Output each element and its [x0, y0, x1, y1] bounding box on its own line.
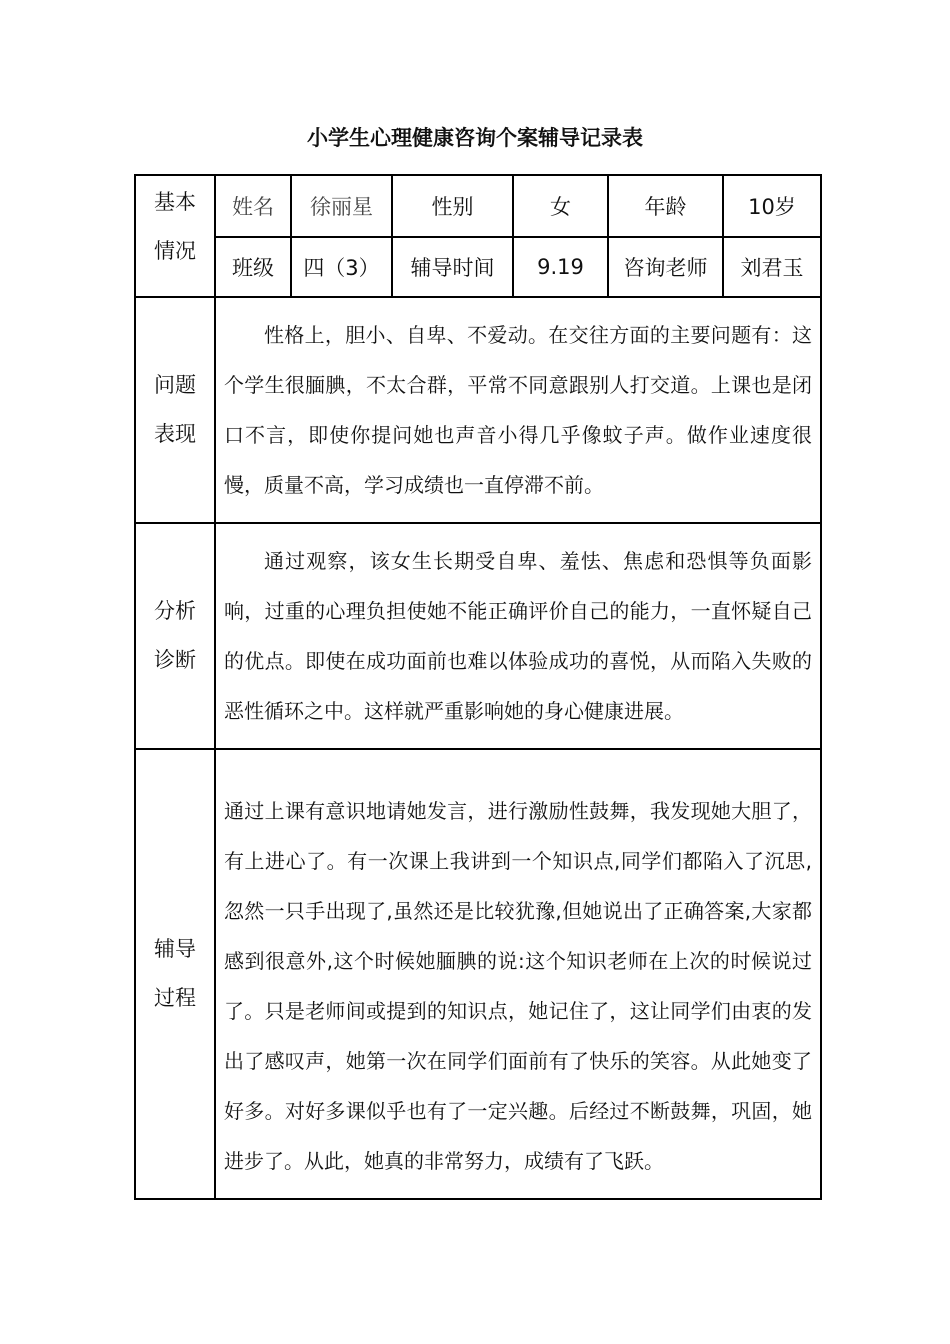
teacher-value: 刘君玉: [723, 237, 821, 297]
page-title: 小学生心理健康咨询个案辅导记录表: [307, 126, 643, 150]
basic-row-1: [135, 175, 821, 237]
age-value: 10岁: [723, 175, 821, 237]
problem-row: [135, 297, 821, 523]
process-text: 通过上课有意识地请她发言，进行激励性鼓舞，我发现她大胆了，有上进心了。有一次课上我讲到一个知识点,同学们都陷入了沉思,忽然一只手出现了,虽然还是比较犹豫,但她说出了正确答案,大家都感到很意外,这个时候她腼腆的说:这个知识老师在上次的时候说过了。只是老师间或提到的知识点，她记住了，这让同学们由衷的发出了感叹声，她第一次在同学们面前有了快乐的笑容。从此她变了好多。对好多课似乎也有了一定兴趣。后经过不断鼓舞，巩固，她进步了。从此，她真的非常努力，成绩有了飞跃。: [224, 799, 812, 1173]
process-label-line-1: 辅导: [154, 937, 196, 961]
name-value: 徐丽星: [291, 175, 392, 237]
analysis-text: 通过观察，该女生长期受自卑、羞怯、焦虑和恐惧等负面影响，过重的心理负担使她不能正确评价自己的能力，一直怀疑自己的优点。即使在成功面前也难以体验成功的喜悦，从而陷入失败的恶性循环之中。这样就严重影响她的身心健康进展。: [224, 549, 812, 723]
problem-label-line-2: 表现: [154, 422, 196, 446]
analysis-section-label: [135, 523, 215, 749]
class-label: 班级: [215, 237, 291, 297]
process-description: [215, 749, 821, 1199]
problem-section-label: [135, 297, 215, 523]
problem-label-line-1: 问题: [154, 373, 196, 397]
gender-value: 女: [513, 175, 608, 237]
analysis-label-line-1: 分析: [154, 599, 196, 623]
problem-text: 性格上，胆小、自卑、不爱动。在交往方面的主要问题有：这个学生很腼腆，不太合群，平常不同意跟别人打交道。上课也是闭口不言，即使你提问她也声音小得几乎像蚊子声。做作业速度很慢，质量不高，学习成绩也一直停滞不前。: [224, 323, 812, 497]
age-label: 年龄: [608, 175, 723, 237]
problem-description: [215, 297, 821, 523]
analysis-label-line-2: 诊断: [154, 648, 196, 672]
name-label: 姓名: [215, 175, 291, 237]
time-value: 9.19: [513, 237, 608, 297]
process-row: [135, 749, 821, 1199]
process-section-label: [135, 749, 215, 1199]
teacher-label: 咨询老师: [608, 237, 723, 297]
analysis-row: [135, 523, 821, 749]
class-value: 四（3）: [291, 237, 392, 297]
basic-label-line-2: 情况: [154, 239, 196, 263]
process-label-line-2: 过程: [154, 986, 196, 1010]
basic-section-label: [135, 175, 215, 297]
time-label: 辅导时间: [392, 237, 513, 297]
analysis-description: [215, 523, 821, 749]
basic-label-line-1: 基本: [154, 190, 196, 214]
gender-label: 性别: [392, 175, 513, 237]
basic-row-2: [135, 237, 821, 297]
counseling-record-table: [134, 174, 822, 1200]
